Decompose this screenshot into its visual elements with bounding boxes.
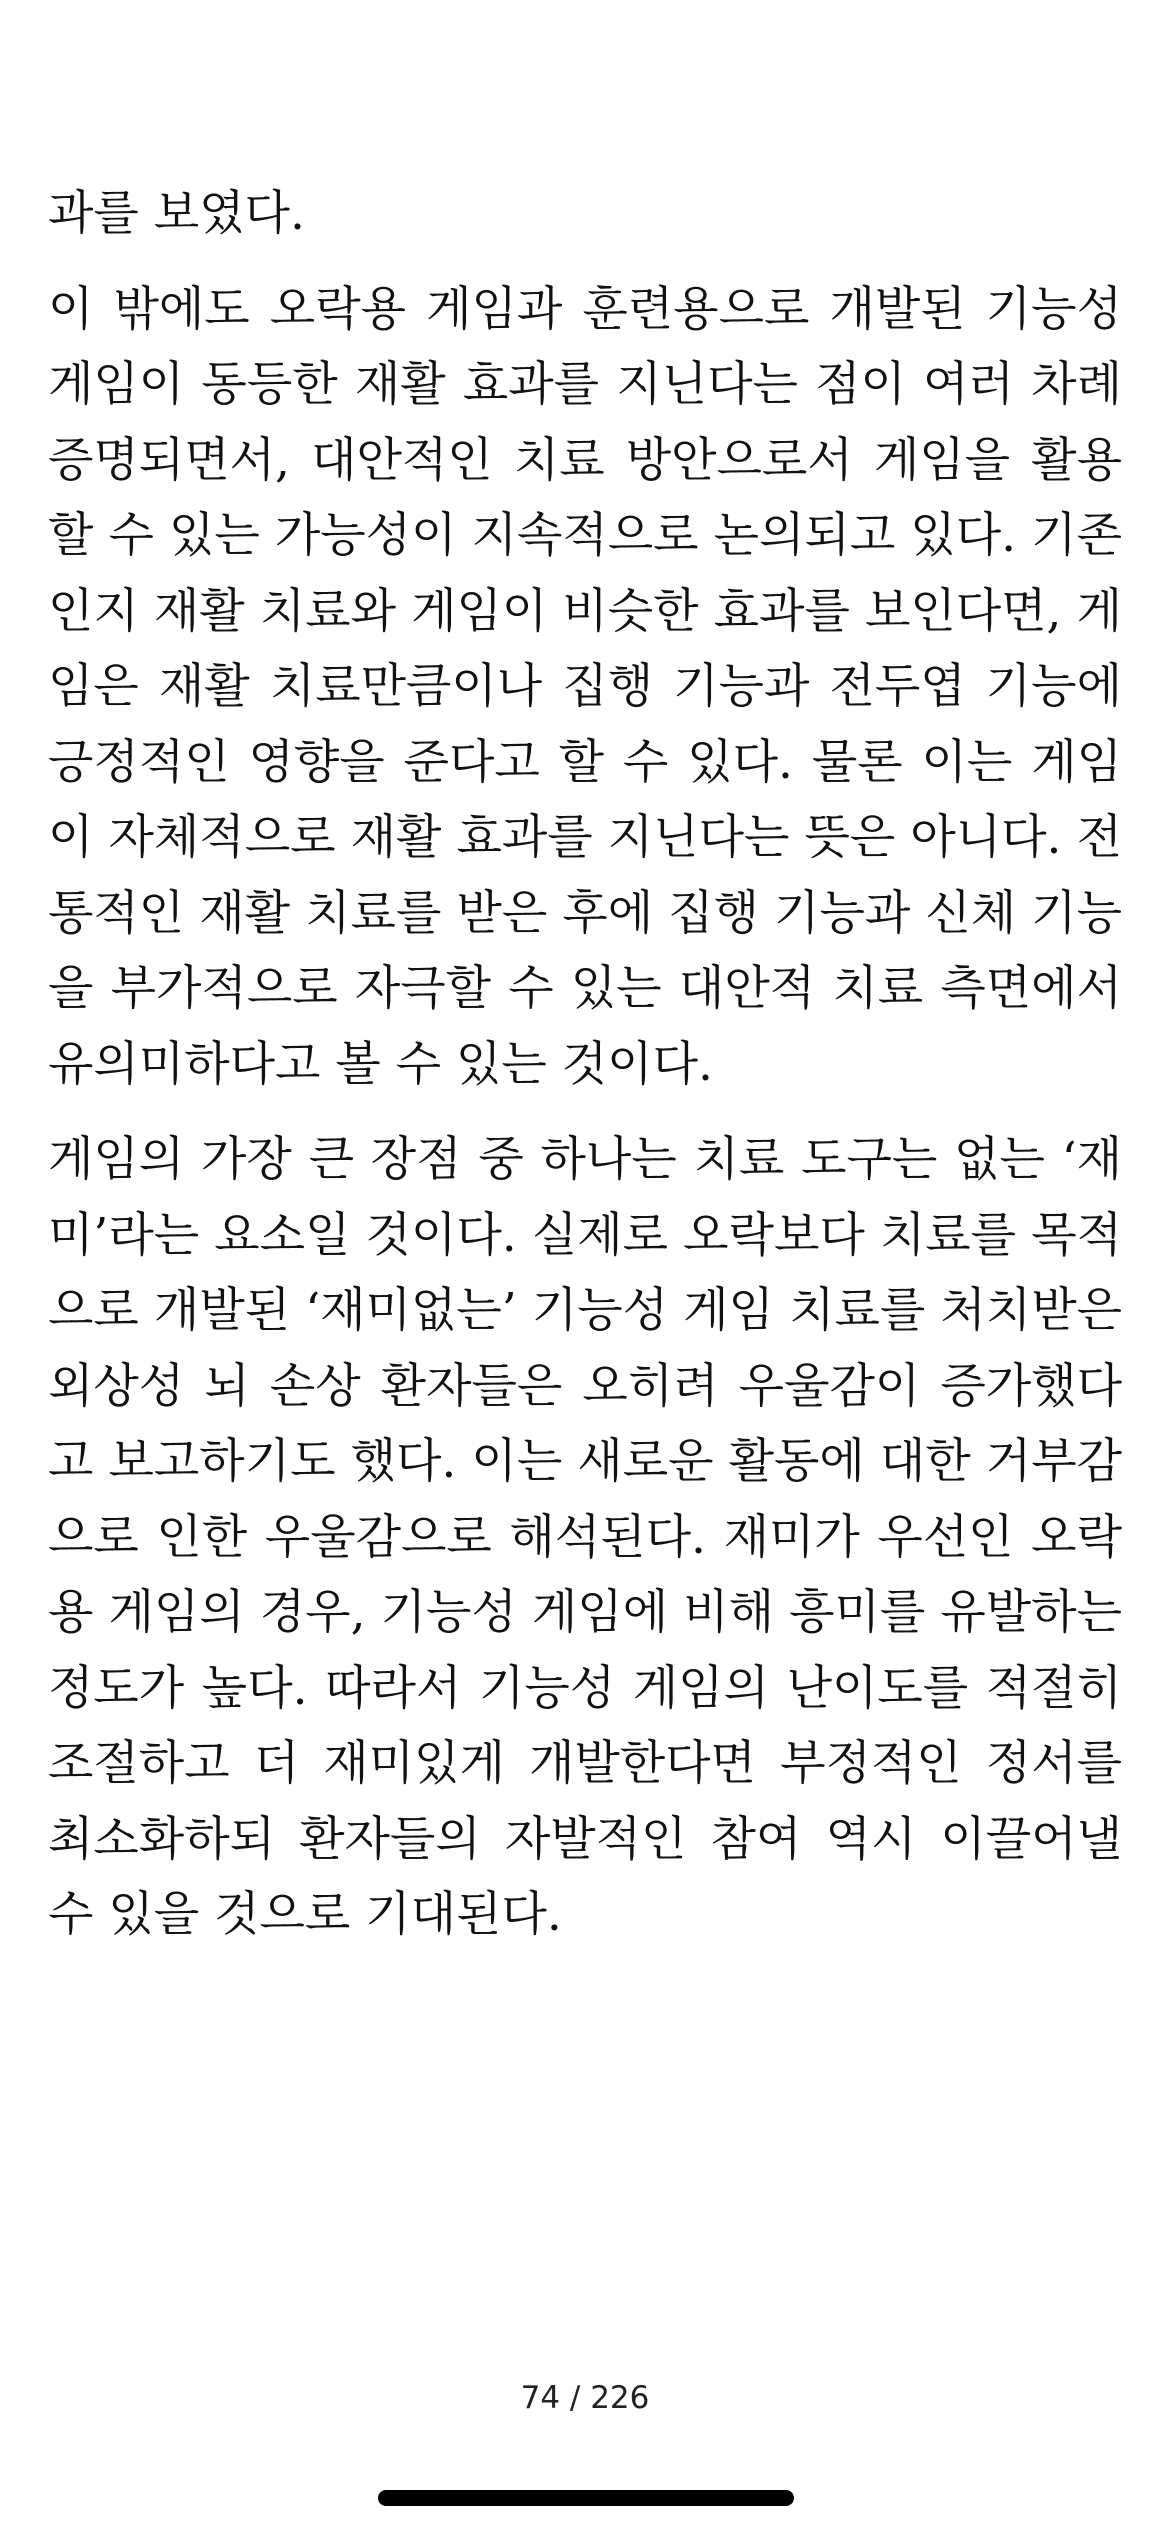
text-line: 정도가 높다. 따라서 기능성 게임의 난이도를 적절히 [48,1660,1122,1716]
text-line: 통적인 재활 치료를 받은 후에 집행 기능과 신체 기능 [48,885,1122,941]
text-line: 수 있을 것으로 기대된다. [48,1887,562,1942]
text-line: 인지 재활 치료와 게임이 비슷한 효과를 보인다면, 게 [48,583,1122,639]
paragraph [48,1122,1122,1953]
text-line: 으로 인한 우울감으로 해석된다. 재미가 우선인 오락 [48,1509,1122,1565]
text-line: 할 수 있는 가능성이 지속적으로 논의되고 있다. 기존 [48,508,1122,563]
text-line: 게임의 가장 큰 장점 중 하나는 치료 도구는 없는 ‘재 [48,1132,1122,1187]
text-line: 조절하고 더 재미있게 개발한다면 부정적인 정서를 [48,1736,1122,1791]
paragraph [48,272,1122,1103]
page-indicator: 74 / 226 [520,2380,650,2416]
text-line: 최소화하되 환자들의 자발적인 참여 역시 이끌어낼 [48,1811,1122,1867]
text-line: 이 자체적으로 재활 효과를 지닌다는 뜻은 아니다. 전 [48,810,1122,865]
text-line: 과를 보였다. [48,186,305,241]
text-line: 게임이 동등한 재활 효과를 지닌다는 점이 여러 차례 [48,357,1122,412]
text-line: 증명되면서, 대안적인 치료 방안으로서 게임을 활용 [48,432,1122,488]
paragraph-continuation [48,176,1122,252]
book-text [48,176,1122,1953]
text-line: 임은 재활 치료만큼이나 집행 기능과 전두엽 기능에 [48,659,1122,714]
text-line: 고 보고하기도 했다. 이는 새로운 활동에 대한 거부감 [48,1434,1122,1489]
text-line: 외상성 뇌 손상 환자들은 오히려 우울감이 증가했다 [48,1358,1122,1414]
text-line: 을 부가적으로 자극할 수 있는 대안적 치료 측면에서 [48,961,1122,1016]
text-line: 으로 개발된 ‘재미없는’ 기능성 게임 치료를 처치받은 [48,1283,1122,1338]
text-line: 용 게임의 경우, 기능성 게임에 비해 흥미를 유발하는 [48,1585,1122,1640]
paragraph-gap [48,1102,1122,1122]
home-indicator[interactable] [378,2490,794,2506]
paragraph-gap [48,252,1122,272]
text-line: 긍정적인 영향을 준다고 할 수 있다. 물론 이는 게임 [48,734,1122,790]
text-line: 이 밖에도 오락용 게임과 훈련용으로 개발된 기능성 [48,281,1122,337]
text-line: 유의미하다고 볼 수 있는 것이다. [48,1036,713,1092]
text-line: 미’라는 요소일 것이다. 실제로 오락보다 치료를 목적 [48,1207,1122,1263]
